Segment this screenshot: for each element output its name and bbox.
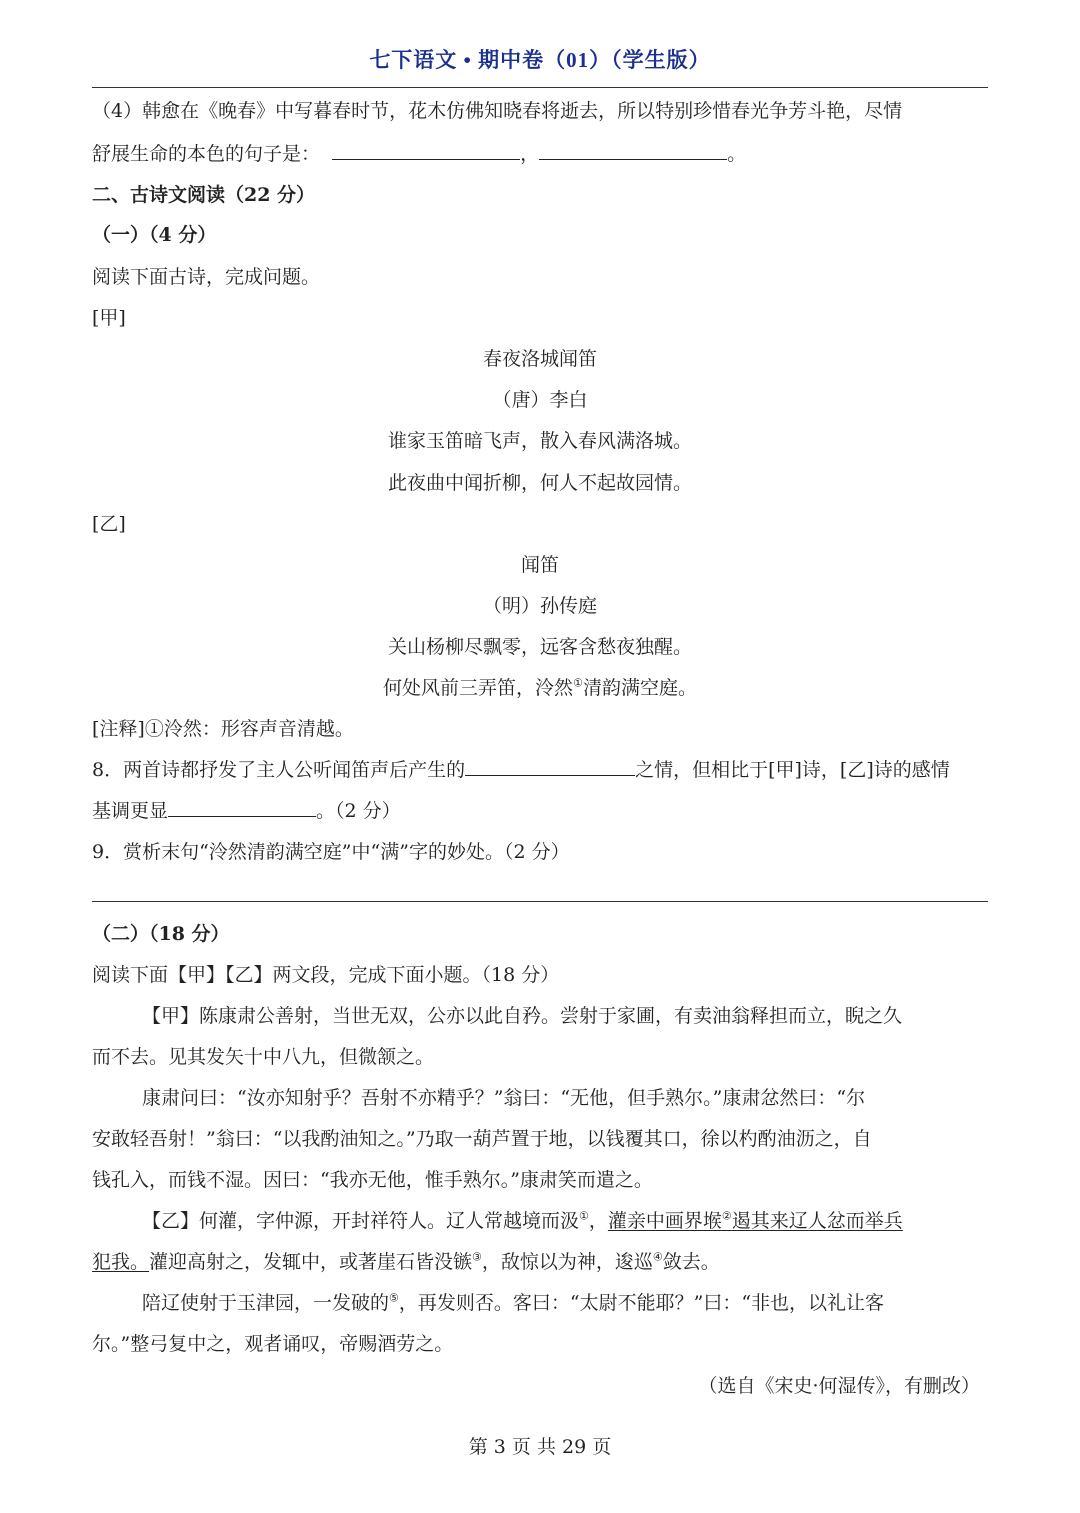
q4-line2	[92, 141, 746, 167]
q8-text-b: 之情，但相比于[甲]诗，[乙]诗的感情	[635, 759, 950, 781]
section-2-title: 二、古诗文阅读（22 分）	[92, 184, 316, 206]
poem2-line2	[0, 675, 1080, 701]
q9-question: 9．赏析末句“泠然清韵满空庭”中“满”字的妙处。（2 分）	[92, 841, 570, 863]
q4-line1: （4）韩愈在《晚春》中写暮春时节，花木仿佛知晓春将逝去，所以特别珍惜春光争芳斗艳，尽情	[92, 100, 903, 122]
note-marker-4: ④	[652, 1250, 663, 1264]
footnote-marker: ①	[573, 676, 583, 690]
jia-p2-line1: 康肃问曰：“汝亦知射乎？吾射不亦精乎？”翁曰：“无他，但手熟尔。”康肃忿然曰：“尔	[142, 1087, 866, 1109]
jia-p2-line3: 钱孔入，而钱不湿。因曰：“我亦无他，惟手熟尔。”康肃笑而遣之。	[92, 1169, 653, 1191]
poem1-line1: 谁家玉笛暗飞声，散入春风满洛城。	[387, 430, 692, 452]
q4-end: 。	[727, 143, 747, 165]
answer-blank-2[interactable]	[539, 141, 727, 160]
poem2-line2-a: 何处风前三弄笛，泠然	[383, 677, 574, 699]
poem1-line2: 此夜曲中闻折柳，何人不起故园情。	[387, 472, 692, 494]
note-marker-1: ①	[579, 1209, 589, 1223]
yi-p1-text-b: ，	[588, 1210, 608, 1232]
part-2-intro: 阅读下面【甲】【乙】两文段，完成下面小题。（18 分）	[92, 964, 560, 986]
page-number: 第 3 页 共 29 页	[468, 1436, 612, 1458]
poem2-line2-b: 清韵满空庭。	[582, 677, 697, 699]
yi-p2-text-b: ，再发则否。客曰：“太尉不能耶？”曰：“非也，以礼让客	[398, 1292, 885, 1314]
yi-p2-text-a: 陪辽使射于玉津园，一发破的	[142, 1292, 390, 1314]
annotation: [注释]①泠然：形容声音清越。	[92, 718, 354, 740]
q4-prompt: 舒展生命的本色的句子是：	[92, 143, 321, 165]
poem1-author: （唐）李白	[492, 389, 588, 411]
note-marker-2: ②	[721, 1209, 732, 1223]
q8-line1	[92, 757, 950, 783]
q8-blank-1[interactable]	[465, 757, 635, 776]
jia-p1-line2: 而不去。见其发矢十中八九，但微颔之。	[92, 1046, 435, 1068]
yi-p1-line1	[142, 1208, 903, 1234]
poem2-author: （明）孙传庭	[482, 595, 597, 617]
q8-line2	[92, 798, 401, 824]
label-jia: [甲]	[92, 307, 126, 329]
q4-comma: ，	[520, 143, 540, 165]
yi-p2-line2: 尔。”整弓复中之，观者诵叹，帝赐酒劳之。	[92, 1333, 454, 1355]
poem2-title: 闻笛	[520, 554, 559, 576]
answer-blank-1[interactable]	[332, 141, 520, 160]
jia-p1-line1: 【甲】陈康肃公善射，当世无双，公亦以此自矜。尝射于家圃，有卖油翁释担而立，睨之久	[142, 1005, 903, 1027]
yi-underline-1: 灌亲中画界堠	[607, 1210, 722, 1232]
q8-text-d: 。（2 分）	[316, 800, 401, 822]
page-header: 七下语文 • 期中卷（01）（学生版）	[369, 48, 711, 72]
source-citation: （选自《宋史·何湿传》，有删改）	[698, 1375, 980, 1397]
note-marker-3: ③	[472, 1250, 482, 1264]
yi-underline-2: 遏其来辽人忿而举兵	[731, 1210, 903, 1232]
part-1-title: （一）（4 分）	[92, 224, 217, 246]
header-rule	[92, 87, 988, 88]
q8-text-a: 8．两首诗都抒发了主人公听闻笛声后产生的	[92, 759, 466, 781]
yi-p1l2-text-a: 灌迎高射之，发辄中，或著崖石皆没镞	[149, 1251, 473, 1273]
yi-p2-line1	[142, 1290, 884, 1316]
yi-p1l2-text-c: 敛去。	[662, 1251, 720, 1273]
yi-p1l2-text-b: ，敌惊以为神，逡巡	[481, 1251, 653, 1273]
poem1-title: 春夜洛城闻笛	[482, 348, 597, 370]
q8-blank-2[interactable]	[168, 798, 316, 817]
answer-line[interactable]	[92, 901, 988, 902]
label-yi: [乙]	[92, 513, 126, 535]
yi-p1-line2	[92, 1249, 720, 1275]
part-2-title: （二）（18 分）	[92, 923, 230, 945]
poem2-line1: 关山杨柳尽飘零，远客含愁夜独醒。	[387, 636, 692, 658]
underlined-sentence-a	[608, 1210, 903, 1232]
yi-p1-text-a: 【乙】何灌，字仲源，开封祥符人。辽人常越境而汲	[142, 1210, 580, 1232]
part-1-intro: 阅读下面古诗，完成问题。	[92, 266, 321, 288]
note-marker-5: ⑤	[389, 1291, 399, 1305]
q8-text-c: 基调更显	[92, 800, 169, 822]
jia-p2-line2: 安敢轻吾射！”翁曰：“以我酌油知之。”乃取一葫芦置于地，以钱覆其口，徐以杓酌油沥之，自	[92, 1128, 872, 1150]
underlined-sentence-b: 犯我。	[92, 1251, 150, 1273]
